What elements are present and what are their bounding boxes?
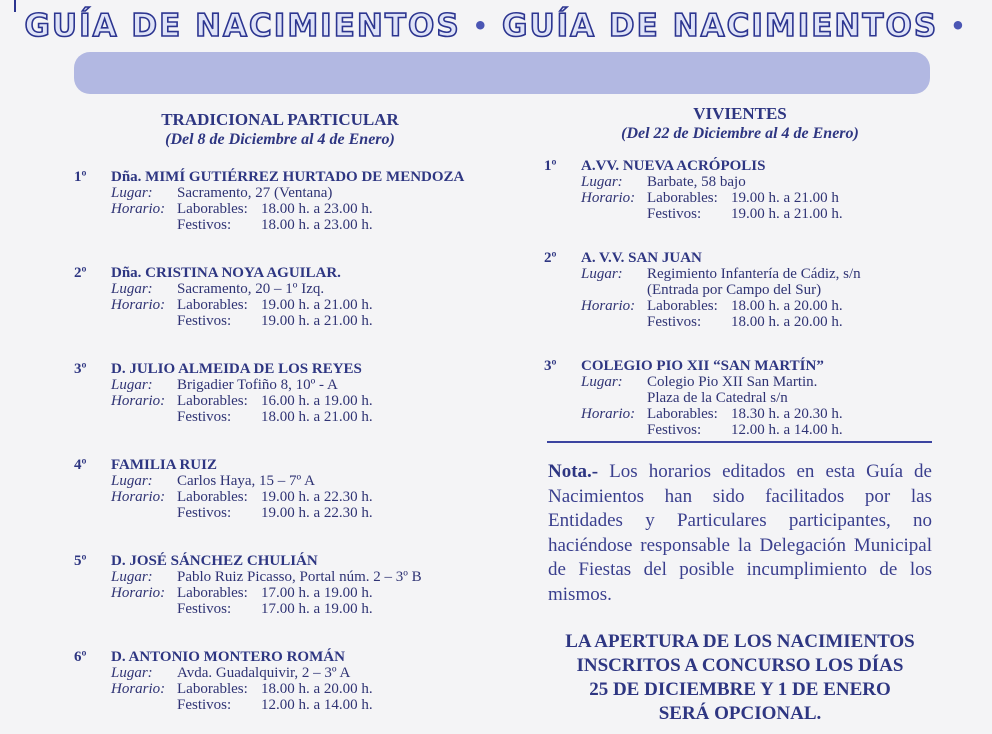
entry-festivos: 19.00 h. a 21.00 h. (731, 206, 843, 222)
entry-name: D. ANTONIO MONTERO ROMÁN (111, 649, 345, 665)
header-title-2: GUÍA DE NACIMIENTOS (502, 8, 939, 44)
left-column (70, 110, 490, 713)
list-item (70, 649, 490, 713)
laborables-label: Laborables: (647, 298, 718, 314)
entry-lugar: Sacramento, 20 – 1º Izq. (177, 281, 325, 297)
entry-laborables: 17.00 h. a 19.00 h. (261, 585, 373, 601)
closing-line: 25 DE DICIEMBRE Y 1 DE ENERO (589, 679, 891, 700)
horario-label: Horario: (111, 489, 166, 505)
festivos-label: Festivos: (647, 422, 702, 438)
lugar-label: Lugar: (111, 281, 153, 297)
list-item (70, 457, 490, 521)
entry-laborables: 19.00 h. a 21.00 h. (261, 297, 373, 313)
lugar-label: Lugar: (111, 665, 153, 681)
horario-label: Horario: (111, 585, 166, 601)
left-section-title: TRADICIONAL PARTICULAR (161, 110, 399, 129)
entry-lugar: Colegio Pio XII San Martin. (647, 374, 818, 390)
entry-name: D. JOSÉ SÁNCHEZ CHULIÁN (111, 553, 318, 569)
entry-rank: 3º (74, 361, 87, 377)
laborables-label: Laborables: (177, 681, 248, 697)
lugar-label: Lugar: (111, 377, 153, 393)
note-label: Nota.- (548, 461, 599, 482)
entry-name: COLEGIO PIO XII “SAN MARTÍN” (581, 358, 824, 374)
page-header (0, 0, 992, 52)
entry-lugar-2: (Entrada por Campo del Sur) (647, 282, 822, 298)
entry-festivos: 18.00 h. a 23.00 h. (261, 217, 373, 233)
note-text: Los horarios editados en esta Guía de Nacimientos han sido facilitados por las Entidades y Particulares participantes, no haciéndose responsable la Delegación Municipal de Fiestas del posible incumplimiento de los mismos. (548, 461, 932, 605)
horario-label: Horario: (111, 201, 166, 217)
entry-festivos: 12.00 h. a 14.00 h. (731, 422, 843, 438)
laborables-label: Laborables: (177, 393, 248, 409)
laborables-label: Laborables: (647, 406, 718, 422)
horario-label: Horario: (581, 298, 636, 314)
entry-festivos: 19.00 h. a 21.00 h. (261, 313, 373, 329)
laborables-label: Laborables: (177, 489, 248, 505)
entry-laborables: 18.30 h. a 20.30 h. (731, 406, 843, 422)
entry-name: Dña. CRISTINA NOYA AGUILAR. (111, 265, 341, 281)
divider (547, 441, 932, 443)
entry-lugar: Pablo Ruiz Picasso, Portal núm. 2 – 3º B (177, 569, 422, 585)
horario-label: Horario: (581, 406, 636, 422)
lugar-label: Lugar: (581, 174, 623, 190)
lugar-label: Lugar: (111, 569, 153, 585)
entry-laborables: 18.00 h. a 20.00 h. (731, 298, 843, 314)
entry-lugar: Barbate, 58 bajo (647, 174, 746, 190)
festivos-label: Festivos: (177, 217, 232, 233)
note-paragraph (548, 460, 932, 607)
right-section-subtitle: (Del 22 de Diciembre al 4 de Enero) (621, 125, 859, 142)
entry-festivos: 18.00 h. a 20.00 h. (731, 314, 843, 330)
entry-rank: 2º (74, 265, 87, 281)
festivos-label: Festivos: (177, 697, 232, 713)
entry-rank: 1º (544, 158, 557, 174)
header-separator: • (472, 12, 490, 40)
entry-rank: 1º (74, 169, 87, 185)
horario-label: Horario: (581, 190, 636, 206)
list-item (540, 158, 940, 222)
entry-rank: 6º (74, 649, 87, 665)
entry-lugar: Avda. Guadalquivir, 2 – 3º A (177, 665, 351, 681)
list-item (70, 361, 490, 425)
entry-laborables: 18.00 h. a 23.00 h. (261, 201, 373, 217)
entry-rank: 5º (74, 553, 87, 569)
list-item (70, 553, 490, 617)
festivos-label: Festivos: (177, 313, 232, 329)
entry-lugar: Sacramento, 27 (Ventana) (177, 185, 333, 201)
horario-label: Horario: (111, 393, 166, 409)
list-item (70, 265, 490, 329)
closing-line: INSCRITOS A CONCURSO LOS DÍAS (576, 655, 904, 676)
entry-lugar: Brigadier Tofiño 8, 10º - A (177, 377, 338, 393)
list-item (70, 169, 490, 233)
festivos-label: Festivos: (647, 206, 702, 222)
entry-name: FAMILIA RUIZ (111, 457, 217, 473)
laborables-label: Laborables: (177, 297, 248, 313)
laborables-label: Laborables: (647, 190, 718, 206)
list-item (540, 250, 940, 330)
entry-name: A. V.V. SAN JUAN (581, 250, 702, 266)
lugar-label: Lugar: (581, 374, 623, 390)
closing-line: SERÁ OPCIONAL. (658, 703, 822, 724)
laborables-label: Laborables: (177, 585, 248, 601)
horario-label: Horario: (111, 681, 166, 697)
entry-rank: 3º (544, 358, 557, 374)
lugar-label: Lugar: (111, 473, 153, 489)
laborables-label: Laborables: (177, 201, 248, 217)
entry-laborables: 19.00 h. a 22.30 h. (261, 489, 373, 505)
right-column (540, 104, 940, 438)
festivos-label: Festivos: (177, 409, 232, 425)
entry-festivos: 12.00 h. a 14.00 h. (261, 697, 373, 713)
entry-name: D. JULIO ALMEIDA DE LOS REYES (111, 361, 362, 377)
header-title-1: GUÍA DE NACIMIENTOS (24, 8, 461, 44)
entry-laborables: 19.00 h. a 21.00 h (731, 190, 839, 206)
entry-laborables: 16.00 h. a 19.00 h. (261, 393, 373, 409)
entry-lugar: Regimiento Infantería de Cádiz, s/n (647, 266, 861, 282)
entry-laborables: 18.00 h. a 20.00 h. (261, 681, 373, 697)
horario-label: Horario: (111, 297, 166, 313)
left-entries (70, 169, 490, 713)
festivos-label: Festivos: (177, 601, 232, 617)
right-entries (540, 158, 940, 438)
lugar-label: Lugar: (581, 266, 623, 282)
entry-lugar-2: Plaza de la Catedral s/n (647, 390, 788, 406)
header-separator-end: • (950, 12, 968, 40)
entry-name: A.VV. NUEVA ACRÓPOLIS (581, 158, 766, 174)
entry-name: Dña. MIMÍ GUTIÉRREZ HURTADO DE MENDOZA (111, 169, 465, 185)
entry-rank: 2º (544, 250, 557, 266)
right-section-title: VIVIENTES (693, 104, 787, 123)
closing-line: LA APERTURA DE LOS NACIMIENTOS (565, 631, 915, 652)
entry-festivos: 19.00 h. a 22.30 h. (261, 505, 373, 521)
entry-festivos: 17.00 h. a 19.00 h. (261, 601, 373, 617)
entry-rank: 4º (74, 457, 87, 473)
left-section-subtitle: (Del 8 de Diciembre al 4 de Enero) (165, 131, 395, 148)
festivos-label: Festivos: (647, 314, 702, 330)
closing-statement (548, 630, 932, 726)
list-item (540, 358, 940, 438)
entry-festivos: 18.00 h. a 21.00 h. (261, 409, 373, 425)
lugar-label: Lugar: (111, 185, 153, 201)
entry-lugar: Carlos Haya, 15 – 7º A (177, 473, 315, 489)
festivos-label: Festivos: (177, 505, 232, 521)
header-band (74, 52, 930, 94)
